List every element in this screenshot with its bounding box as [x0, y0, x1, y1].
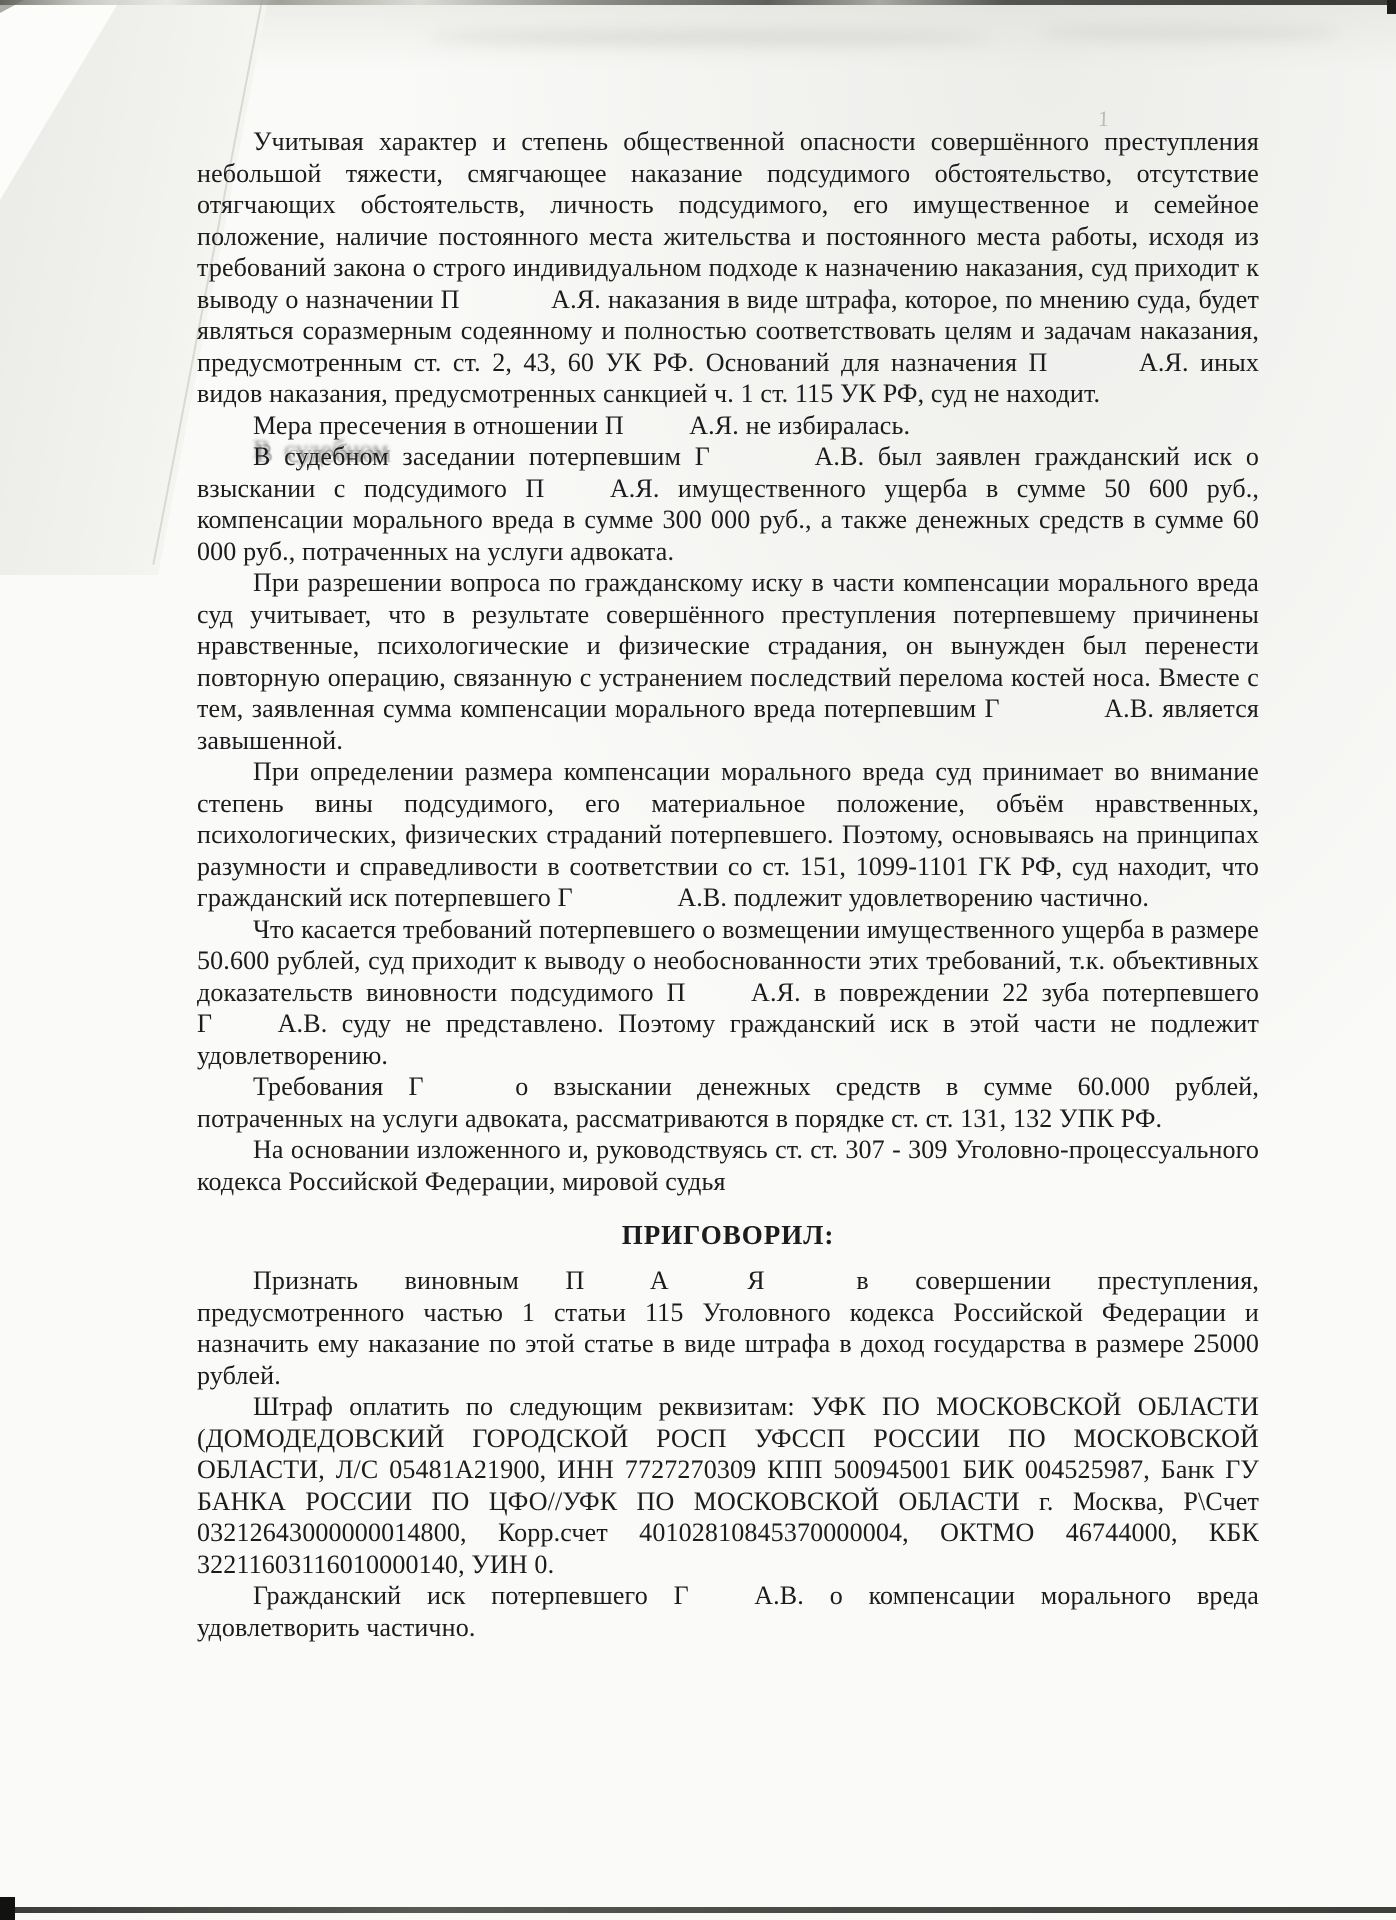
- paragraph: Требования Г о взыскании денежных средств в сумме 60.000 рублей, потраченных на услуги адвоката, рассматриваются в порядке ст. ст. 131, 132 УПК РФ.: [197, 1072, 1259, 1133]
- paragraph: В судебном заседании потерпевшим Г А.В. был заявлен гражданский иск о взыскании с подсудимого П А.Я. имущественного ущерба в сумме 50 600 руб., компенсации морального вреда в сумме 300 000 руб., а также денежных средств в сумме 60 000 руб., потраченных на услуги адвоката.: [197, 442, 1259, 566]
- reasoning-section: [197, 126, 1259, 1197]
- paragraph: Учитывая характер и степень общественной опасности совершённого преступления небольшой тяжести, смягчающее наказание подсудимого обстоятельство, отсутствие отягчающих обстоятельств, личность подсудимого, его имущественное и семейное положение, наличие постоянного места жительства и постоянного места работы, исходя из требований закона о строго индивидуальном подходе к назначению наказания, суд приходит к выводу о назначении П А.Я. наказания в виде штрафа, которое, по мнению суда, будет являться соразмерным содеянному и полностью соответствовать целям и задачам наказания, предусмотренным ст. ст. 2, 43, 60 УК РФ. Оснований для назначения П А.Я. иных видов наказания, предусмотренных санкцией ч. 1 ст. 115 УК РФ, суд не находит.: [197, 127, 1259, 408]
- paragraph: На основании изложенного и, руководствуясь ст. ст. 307 - 309 Уголовно-процессуального кодекса Российской Федерации, мировой судья: [197, 1135, 1259, 1196]
- paragraph: Признать виновным П А Я в совершении преступления, предусмотренного частью 1 статьи 115 Уголовного кодекса Российской Федерации и назначить ему наказание по этой статье в виде штрафа в доход государства в размере 25000 рублей.: [197, 1266, 1259, 1390]
- scan-corner-top-right: [1387, 0, 1396, 14]
- paragraph: Что касается требований потерпевшего о возмещении имущественного ущерба в размере 50.600 рублей, суд приходит к выводу о необоснованности этих требований, т.к. объективных доказательств виновности подсудимого П А.Я. в повреждении 22 зуба потерпевшего Г А.В. суду не представлено. Поэтому гражданский иск в этой части не подлежит удовлетворению.: [197, 914, 1259, 1070]
- paragraph: Гражданский иск потерпевшего Г А.В. о компенсации морального вреда удовлетворить частично.: [197, 1581, 1259, 1642]
- document-text: [197, 126, 1259, 1643]
- paragraph: Мера пресечения в отношении П А.Я. не избиралась.: [253, 410, 911, 440]
- paragraph: Штраф оплатить по следующим реквизитам: УФК ПО МОСКОВСКОЙ ОБЛАСТИ (ДОМОДЕДОВСКИЙ ГОРОДСКОЙ РОСП УФССП РОССИИ ПО МОСКОВСКОЙ ОБЛАСТИ, Л/С 05481А21900, ИНН 7727270309 КПП 500945001 БИК 004525987, Банк ГУ БАНКА РОССИИ ПО ЦФО//УФК ПО МОСКОВСКОЙ ОБЛАСТИ г. Москва, Р\Счет 03212643000000014800, Корр.счет 40102810845370000004, ОКТМО 46744000, КБК 32211603116010000140, УИН 0.: [197, 1392, 1259, 1579]
- paragraph: При разрешении вопроса по гражданскому иску в части компенсации морального вреда суд учитывает, что в результате совершённого преступления потерпевшему причинены нравственные, психологические и физические страдания, он вынужден был перенести повторную операцию, связанную с устранением последствий перелома костей носа. Вместе с тем, заявленная сумма компенсации морального вреда потерпевшим Г А.В. является завышенной.: [197, 568, 1259, 755]
- margin-mark: 1: [1097, 105, 1110, 132]
- smudged-text: В судебном: [253, 442, 389, 471]
- resolution-section: [197, 1265, 1259, 1643]
- verdict-heading: ПРИГОВОРИЛ:: [621, 1220, 835, 1250]
- ghost-smudge-right: [1040, 26, 1340, 40]
- paragraph: При определении размера компенсации морального вреда суд принимает во внимание степень вины подсудимого, его материальное положение, объём нравственных, психологических, физических страданий потерпевшего. Поэтому, основываясь на принципах разумности и справедливости в соответствии со ст. 151, 1099-1101 ГК РФ, суд находит, что гражданский иск потерпевшего Г А.В. подлежит удовлетворению частично.: [197, 757, 1259, 912]
- scan-edge-top: [0, 0, 1396, 5]
- scan-edge-bottom: [0, 1907, 1396, 1913]
- ghost-smudge-left: [430, 30, 990, 45]
- scan-corner-bottom-left: [0, 1897, 15, 1920]
